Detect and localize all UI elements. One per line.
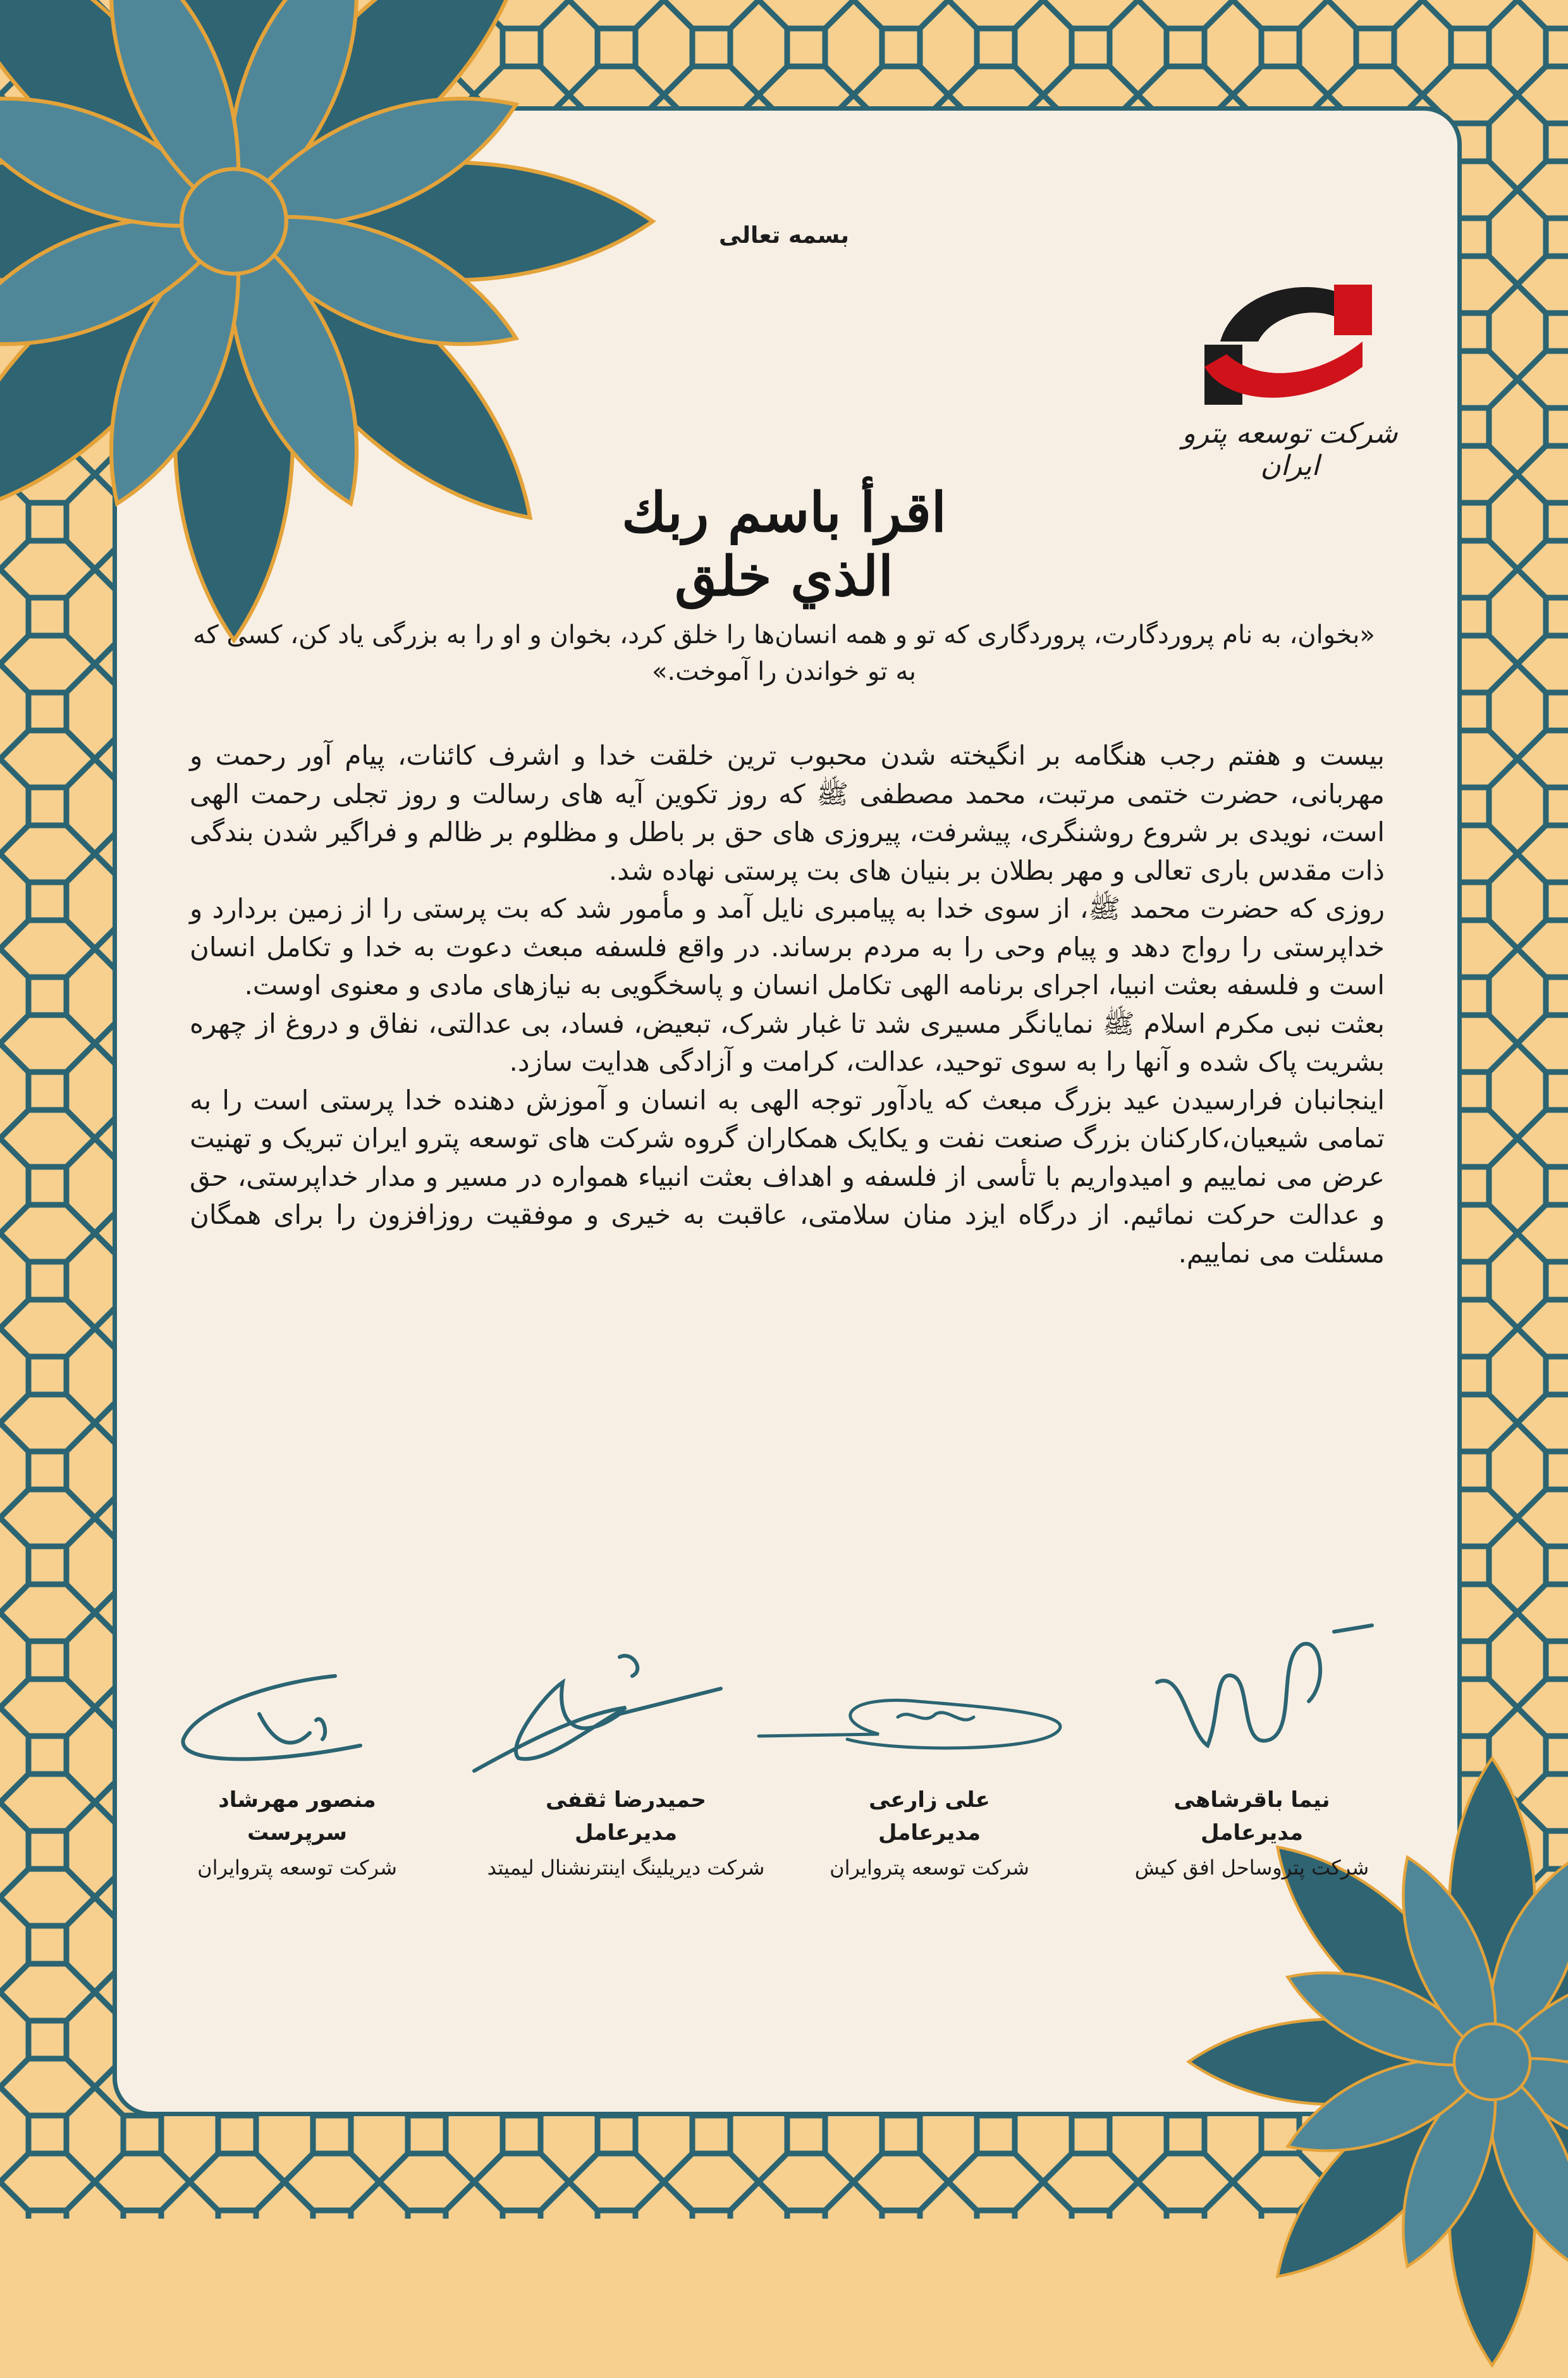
signature-mark [468, 1644, 733, 1784]
signatory-company: شرکت دیریلینگ اینترنشنال لیمیتد [487, 1856, 765, 1880]
body-paragraph: بیست و هفتم رجب هنگامه بر انگیخته شدن محبوب ترین خلقت خدا و اشرف کائنات، پیام آور رحمت و مهربانی، حضرت ختمی مرتبت، محمد مصطفی ﷺ که روز تکوین آیه های رسالت و روز تجلی رحمت الهی است، نویدی بر شروع روشنگری، پیشرفت، پیروزی های حق بر باطل و مظلوم بر ظالم و فراگیر شدن بندگی ذات مقدس باری تعالی و مهر بطلان بر بنیان های بت پرستی نهاده شد. [190, 740, 1385, 886]
signatory-role: مدیرعامل [575, 1820, 677, 1845]
signatory-name: نیما باقرشاهی [1173, 1787, 1330, 1813]
signature-mark [752, 1682, 1087, 1758]
signatory-company: شرکت توسعه پتروایران [830, 1856, 1029, 1880]
signatory-2 [797, 1784, 1062, 1886]
bismillah-heading: بسمه تعالی [719, 223, 849, 249]
signatory-role: مدیرعامل [878, 1820, 981, 1845]
signature-mark [1144, 1619, 1385, 1765]
signatory-role: مدیرعامل [1201, 1820, 1303, 1845]
body-paragraph: روزی که حضرت محمد ﷺ، از سوی خدا به پیامبری نایل آمد و مأمور شد که بت پرستی را از زمین بردارد و خداپرستی را رواج دهد و پیام وحی را به مردم برساند. در واقع فلسفه مبعث دعوت به خدا و تکامل انسان است و فلسفه بعثت انبیا، اجرای برنامه الهی تکامل انسان و پاسخگویی به نیازهای مادی و معنوی اوست. [190, 893, 1385, 1001]
signatory-company: شرکت پتروساحل افق کیش [1134, 1856, 1369, 1880]
quran-calligraphy: اقرأ باسم ربك الذي خلق [622, 481, 946, 608]
signatory-3 [462, 1784, 790, 1886]
body-paragraph: بعثت نبی مکرم اسلام ﷺ نمایانگر مسیری شد تا غبار شرک، تبعیض، فساد، بی عدالتی، نفاق و دروغ از چهره بشریت پاک شده و آنها را به سوی توحید، عدالت، کرامت و آزادگی هدایت سازد. [190, 1007, 1385, 1077]
quote-translation: «بخوان، به نام پروردگارت، پروردگاری که تو و همه انسان‌ها را خلق کرد، بخوان و او را به بزرگی یاد کن، کسی که به تو خواندن را آموخت.» [193, 620, 1375, 686]
signatory-4 [171, 1784, 424, 1886]
letter-body [190, 737, 1385, 1272]
body-paragraph: اینجانبان فرارسیدن عید بزرگ مبعث که یادآور توجه الهی به انسان و آموزش دهنده خدا پرستی است را به تمامی شیعیان،کارکنان بزرگ صنعت نفت و یکایک همکاران گروه شرکت های توسعه پترو ایران تبریک و تهنیت عرض می نماییم و امیدواریم با تأسی از فلسفه و اهداف بعثت انبیاء همواره در مسیر و مدار خداپرستی، حق و عدالت حرکت نمائیم. از درگاه ایزد منان سلامتی، عاقبت به خیری و موفقیت روزافزون را برای همگان مسئلت می نماییم. [190, 1084, 1385, 1269]
signatory-name: منصور مهرشاد [218, 1787, 376, 1813]
signatory-name: حمیدرضا ثقفی [546, 1787, 706, 1813]
signatory-1 [1119, 1784, 1385, 1886]
signatory-name: علی زارعی [869, 1787, 990, 1813]
signature-mark [171, 1670, 379, 1790]
flower-ornament-top-left [0, 0, 670, 658]
company-logo-text: شرکت توسعه پترو ایران [1182, 417, 1398, 482]
signatory-role: سرپرست [247, 1820, 347, 1845]
signatory-company: شرکت توسعه پتروایران [197, 1856, 397, 1880]
